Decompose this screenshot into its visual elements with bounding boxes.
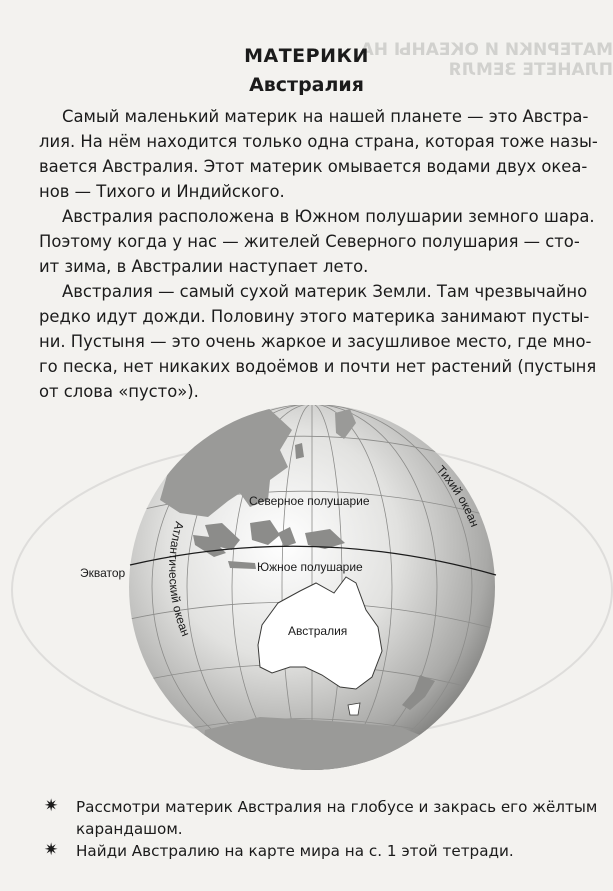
task-line: Рассмотри материк Австралия на глобусе и закрась его жёлтым [76, 798, 598, 816]
text-line: Поэтому когда у нас — жителей Северного полушария — сто- [39, 232, 580, 251]
equator-label: Экватор [80, 566, 126, 580]
text-line: Австралия расположена в Южном полушарии земного шара. [62, 207, 595, 226]
task-line: карандашом. [76, 820, 183, 838]
text-line: от слова «пусто»). [39, 382, 199, 401]
text-line: Самый маленький материк на нашей планете — это Австра- [62, 107, 589, 126]
text-line: го песка, нет никаких водоёмов и почти нет растений (пустыня [39, 357, 597, 376]
northern-hemisphere-label: Северное полушарие [249, 494, 370, 508]
body-text [39, 104, 598, 404]
paragraph [39, 104, 598, 204]
star-bullet-icon: ✷ [44, 840, 59, 860]
southern-hemisphere-label: Южное полушарие [257, 560, 363, 574]
paragraph [39, 279, 597, 404]
task-item [44, 796, 598, 840]
globe-svg [0, 405, 613, 785]
atlantic-ocean-label: Атлантический океан [166, 520, 193, 639]
text-line: вается Австралия. Этот материк омывается водами двух океа- [39, 157, 588, 176]
australia-label: Австралия [288, 624, 348, 638]
task-line: Найди Австралию на карте мира на с. 1 этой тетради. [76, 842, 514, 860]
task-item [44, 840, 584, 862]
text-line: Австралия — самый сухой материк Земли. Там чрезвычайно [62, 282, 588, 301]
text-line: редко идут дожди. Половину этого материка занимают пусты- [39, 307, 590, 326]
text-line: нов — Тихого и Индийского. [39, 182, 285, 201]
pacific-ocean-label: Тихий океан [433, 462, 482, 529]
bleed-through-text: МАТЕРИКИ И ОКЕАНЫ НА ПЛАНЕТЕ ЗЕМЛЯ [360, 40, 613, 80]
page-subtitle: Австралия [249, 74, 364, 96]
paragraph [39, 204, 595, 279]
page-title: МАТЕРИКИ [244, 45, 369, 67]
star-bullet-icon: ✷ [44, 796, 59, 816]
text-line: лия. На нём находится только одна страна, которая тоже назы- [39, 132, 598, 151]
task-list [44, 796, 598, 862]
tasmania-island [348, 703, 360, 715]
globe-illustration [0, 405, 613, 785]
text-line: ни. Пустыня — это очень жаркое и засушливое место, где мно- [39, 332, 592, 351]
text-line: ит зима, в Австралии наступает лето. [39, 257, 369, 276]
